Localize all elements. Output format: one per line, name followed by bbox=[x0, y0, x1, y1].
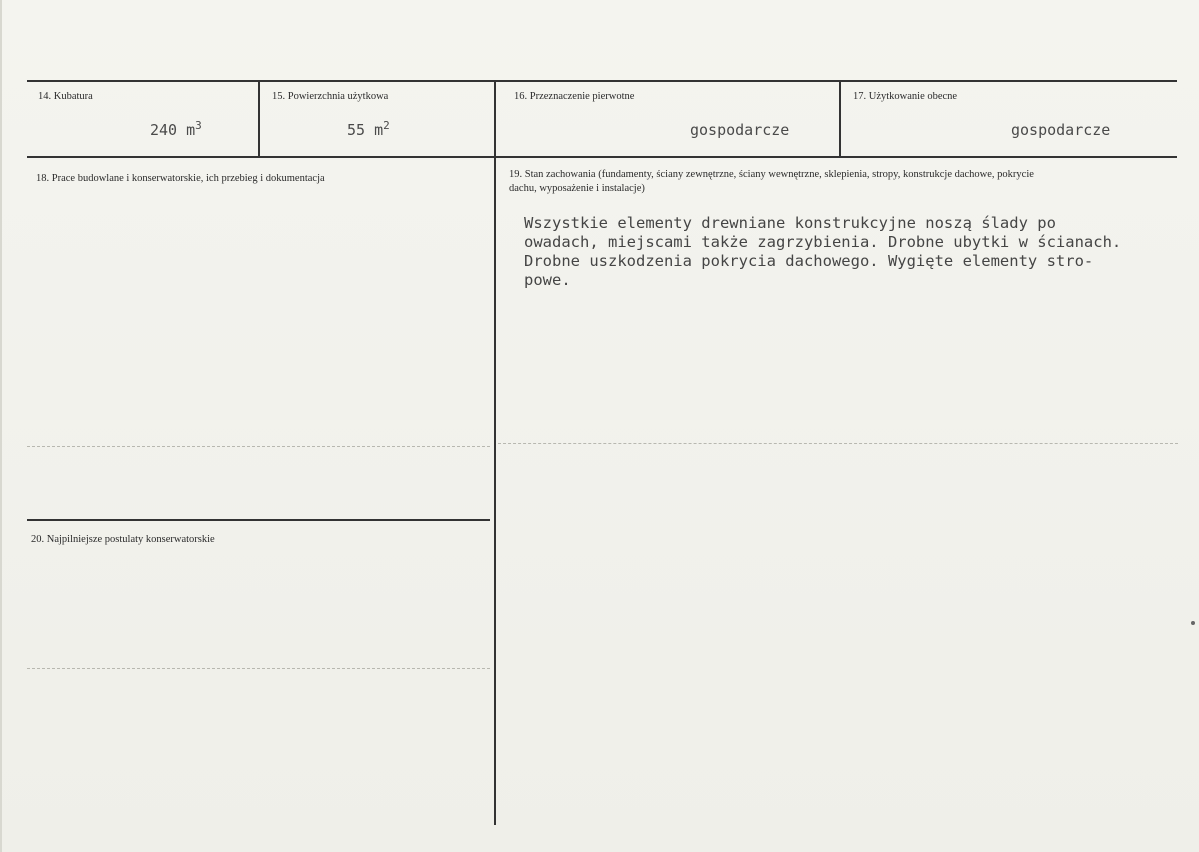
uzytkowanie-value: gospodarcze bbox=[1011, 121, 1111, 139]
section-rule bbox=[27, 519, 490, 521]
top-rule bbox=[27, 80, 1177, 82]
stan-text: Wszystkie elementy drewniane konstrukcyjne noszą ślady po owadach, miejscami także zagrzybienia. Drobne ubytki w ścianach. Drobne uszkodzenia pokrycia dachowego. Wygięte elementy stro- powe. bbox=[524, 214, 1122, 289]
przeznaczenie-value: gospodarcze bbox=[690, 121, 790, 139]
postulaty-label: 20. Najpilniejsze postulaty konserwatorskie bbox=[31, 534, 215, 545]
powierzchnia-value: 55 $m^2$ bbox=[347, 119, 390, 139]
powierzchnia-label: 15. Powierzchnia użytkowa bbox=[272, 91, 389, 102]
guide-line bbox=[27, 446, 490, 447]
stan-label: 19. Stan zachowania (fundamenty, ściany zewnętrzne, ściany wewnętrzne, sklepienia, stropy, konstrukcje dachowe, pokrycie dachu, wyposażenie i instalacje) bbox=[509, 169, 1034, 194]
edge-dot bbox=[1191, 621, 1195, 625]
uzytkowanie-label: 17. Użytkowanie obecne bbox=[853, 91, 958, 102]
guide-line bbox=[498, 443, 1178, 444]
col-divider-1 bbox=[258, 80, 260, 156]
col-divider-3 bbox=[839, 80, 841, 156]
przeznaczenie-label: 16. Przeznaczenie pierwotne bbox=[514, 91, 635, 102]
prace-label: 18. Prace budowlane i konserwatorskie, ich przebieg i dokumentacja bbox=[36, 173, 325, 184]
kubatura-value: 240 $m^3$ bbox=[150, 119, 202, 139]
row-rule bbox=[27, 156, 1177, 158]
guide-line bbox=[27, 668, 490, 669]
col-divider-2 bbox=[494, 80, 496, 825]
kubatura-label: 14. Kubatura bbox=[38, 91, 93, 102]
